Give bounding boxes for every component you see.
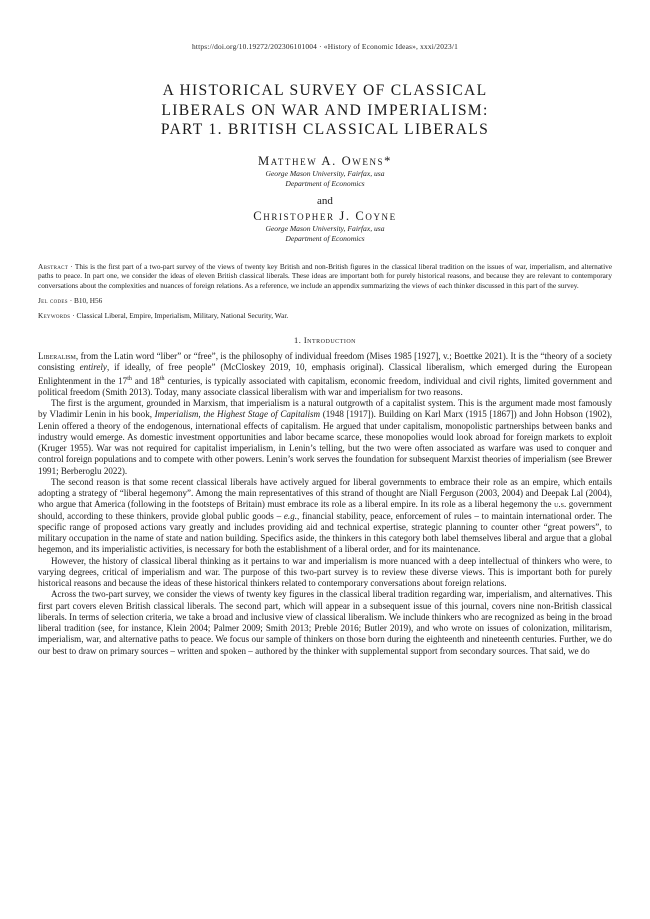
section-heading: 1. Introduction — [294, 336, 356, 346]
superscript: th — [127, 375, 132, 382]
article-body — [38, 351, 612, 657]
paragraph-text: (1948 [1917]). Building on Karl Marx (1915 [1867]) and John Hobson (1902), Lenin offered a theory of the endogenous, international effects of capitalism. He argued that under capitalism, monopolistic partnerships between banks and industry would emerge. As domestic investment opportunities and labor became scarce, these monopolies would look abroad for foreign markets to exploit (Kruger 1955). War was not required for capitalist imperialism, in Lenin’s telling, but the two were often associated as warfare was used to conquer and control foreign populations and to compete with other powers. Lenin’s work serves the foundation for subsequent Marxist theories of imperialism (see Brewer 1991; Berberoglu 2022). — [38, 409, 612, 476]
author-2-department: Department of Economics — [285, 234, 365, 243]
author-separator: and — [317, 194, 333, 207]
author-2-university: George Mason University, Fairfax, usa — [265, 223, 385, 233]
book-title: Imperialism, the Highest Stage of Capitalism — [154, 409, 321, 420]
paragraph-text: , if ideally, of free people” (McCloskey 2019, 10, emphasis original). Classical liberalism, which emerged during the European Enlightenment in the 17 — [38, 362, 612, 386]
paragraph-text: , financial stability, peace, enforcement of rules – to maintain international order. The specific range of proposed actions vary greatly and includes providing aid and technical expertise, strategic planning to counter other “great powers”, to military occupation in the name of state and nation building. Specifics aside, the thinkers in this category both label themselves liberal and argue that a global hegemon, and its imperialistic activities, is necessary for both the establishment of a liberal order, and for its maintenance. — [38, 510, 612, 555]
title-line: LIBERALS ON WAR AND IMPERIALISM: — [161, 101, 489, 119]
author-1-university: George Mason University, Fairfax, usa — [265, 168, 385, 178]
keywords-text: · Classical Liberal, Empire, Imperialism, Military, National Security, War. — [70, 311, 289, 321]
lead-word: Liberalism — [38, 351, 76, 362]
jel-label: Jel codes — [38, 296, 68, 306]
jel-codes — [38, 296, 612, 306]
paragraph-5: Across the two-part survey, we consider the views of twenty key figures in the classical liberal tradition regarding war, imperialism, and alternatives. This first part covers eleven British classical liberals. The second part, which will appear in a subsequent issue of this journal, covers nine non-British classical liberals. In terms of selection criteria, we take a broad and inclusive view of classical liberalism. We include thinkers who are recognized as being in the broad liberal tradition (see, for instance, Klein 2004; Palmer 2009; Smith 2013; Preble 2016; Butler 2019), and who wrote on issues of colonization, militarism, imperialism, war, and alternative paths to peace. We focus our sample of thinkers on those born during the eighteenth and nineteenth centuries. Further, we do our best to draw on primary sources – written and spoken – authored by the thinker with supplemental support from secondary sources. That said, we do — [38, 589, 612, 656]
paragraph-text: and 18 — [131, 375, 160, 386]
paragraph-1 — [38, 351, 612, 398]
abbreviation: u.s. — [554, 499, 567, 510]
paragraph-2 — [38, 398, 612, 477]
title-line: A HISTORICAL SURVEY OF CLASSICAL — [162, 82, 488, 99]
author-2-name: Christopher J. Coyne — [253, 208, 397, 223]
paragraph-text: centuries, is typically associated with capitalism, economic freedom, individual and civil rights, limited government and political freedom (Smith 2013). Today, many associate classical liberalism with war and imperialism for two reasons. — [38, 375, 613, 397]
article-title — [38, 81, 612, 140]
abstract-label: Abstract — [38, 261, 69, 271]
superscript: th — [159, 375, 165, 382]
title-line: PART 1. BRITISH CLASSICAL LIBERALS — [160, 121, 490, 138]
author-name — [38, 154, 612, 169]
keywords — [38, 311, 612, 321]
paragraph-3 — [38, 477, 612, 556]
author-name — [38, 209, 612, 224]
paragraph-text: The second reason is that some recent classical liberals have actively argued for liberal governments to embrace their role as an empire, which entails adopting a strategy of “liberal hegemony”. Among the main representatives of this strand of thought are Niall Ferguson (2003, 2004) and Deepak Lal (2004), who argue that America (following in the footsteps of Britain) must embrace its role as a liberal empire. In its role as a liberal hegemony the — [38, 476, 612, 510]
author-1-department: Department of Economics — [285, 179, 365, 188]
paragraph-text: The first is the argument, grounded in Marxism, that imperialism is a natural outgrowth of a capitalist system. This is the argument made most famously by Vladimir Lenin in his book, — [38, 398, 612, 420]
paragraph-text: government should, according to these thinkers, provide global public goods – — [38, 499, 612, 521]
abstract-text: · This is the first part of a two-part survey of the views of twenty key British and non-British figures in the classical liberal tradition on the issues of war, imperialism, and alternative paths to peace. In part one, we consider the ideas of eleven British classical liberals. These ideas are important both for purely historical reasons, and because they are relevant to contemporary conversations about the complexities and nuances of foreign relations. As a reference, we include an appendix summarizing the views of each thinker discussed in this part of the survey. — [38, 261, 612, 291]
jel-text: · B10, H56 — [67, 296, 103, 306]
author-1-name: Matthew A. Owens* — [257, 153, 393, 168]
abstract — [38, 262, 612, 292]
paragraph-4: However, the history of classical liberal thinking as it pertains to war and imperialism is more nuanced with a deep intellectual of thinkers who were, to varying degrees, critical of imperialism and war. The purpose of this two-part survey is to review these diverse views. This is important both for purely historical reasons and because the ideas of these historical thinkers related to contemporary conversations about foreign relations. — [38, 555, 612, 589]
keywords-label: Keywords — [38, 311, 71, 321]
emphasis: e.g. — [283, 510, 297, 521]
paper-page — [38, 0, 612, 657]
paragraph-text: , from the Latin word “liber” or “free”, is the philosophy of individual freedom (Mises 1985 [1927], v.; Boettke 2021). It is the “theory of a society consisting — [38, 351, 612, 373]
emphasis: entirely — [79, 362, 107, 373]
running-head: https://doi.org/10.19272/202306101004 · «History of Economic Ideas», xxxi/2023/1 — [191, 42, 459, 51]
